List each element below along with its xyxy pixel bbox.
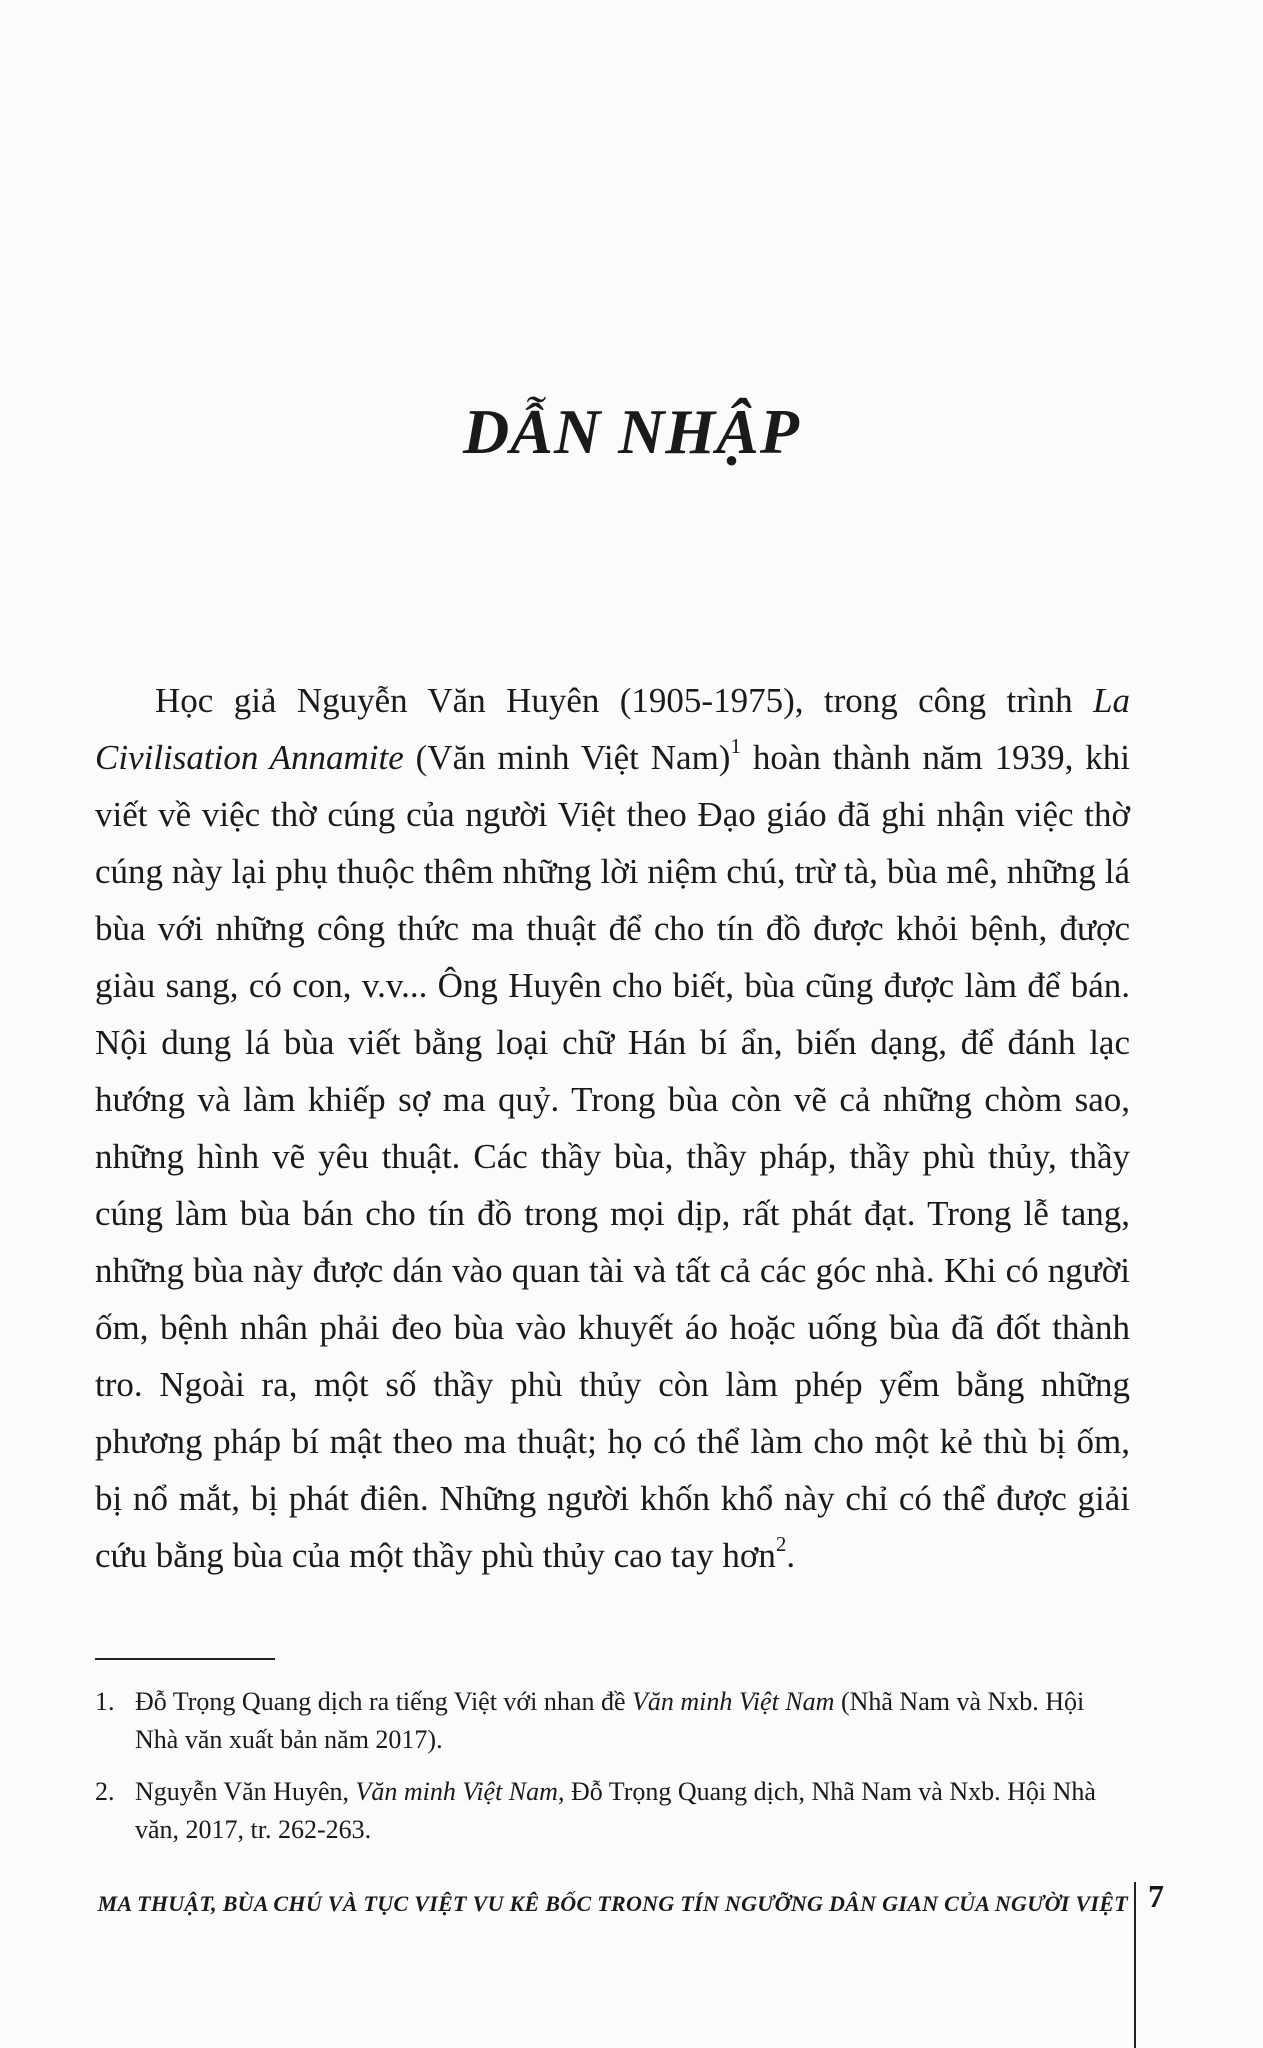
footnote-text-post: , Đỗ Trọng Quang dịch, Nhã Nam và Nxb. Hội Nhà văn, 2017, tr. 262-263. [135, 1777, 1096, 1844]
footnote-text-pre: Đỗ Trọng Quang dịch ra tiếng Việt với nhan đề [135, 1687, 632, 1716]
footnote-number: 1. [95, 1687, 115, 1716]
footnote-2 [95, 1773, 1130, 1849]
paragraph-1 [95, 672, 1130, 1584]
footnote-italic: Văn minh Việt Nam [355, 1777, 558, 1806]
footnote-text-post: (Nhã Nam và Nxb. Hội Nhà văn xuất bản năm 2017). [135, 1687, 1085, 1754]
paragraph-text-1: Học giả Nguyễn Văn Huyên (1905-1975), trong công trình [155, 681, 1094, 720]
footnote-italic: Văn minh Việt Nam [631, 1687, 835, 1716]
margin-rule [1134, 1882, 1136, 2048]
footnote-text [135, 1773, 1130, 1849]
paragraph-text-3: hoàn thành năm 1939, khi viết về việc thờ cúng của người Việt theo Đạo giáo đã ghi nhận việc thờ cúng này lại phụ thuộc thêm những lời niệm chú, trừ tà, bùa mê, những lá bùa với những công thức ma thuật để cho tín đồ được khỏi bệnh, được giàu sang, có con, v.v... Ông Huyên cho biết, bùa cũng được làm để bán. Nội dung lá bùa viết bằng loại chữ Hán bí ẩn, biến dạng, để đánh lạc hướng và làm khiếp sợ ma quỷ. Trong bùa còn vẽ cả những chòm sao, những hình vẽ yêu thuật. Các thầy bùa, thầy pháp, thầy phù thủy, thầy cúng làm bùa bán cho tín đồ trong mọi dịp, rất phát đạt. Trong lễ tang, những bùa này được dán vào quan tài và tất cả các góc nhà. Khi có người ốm, bệnh nhân phải đeo bùa vào khuyết áo hoặc uống bùa đã đốt thành tro. Ngoài ra, một số thầy phù thủy còn làm phép yểm bằng những phương pháp bí mật theo ma thuật; họ có thể làm cho một kẻ thù bị ốm, bị nổ mắt, bị phát điên. Những người khốn khổ này chỉ có thể được giải cứu bằng bùa của một thầy phù thủy cao tay hơn [95, 738, 1130, 1575]
footnotes [95, 1683, 1130, 1863]
running-head: MA THUẬT, BÙA CHÚ VÀ TỤC VIỆT VU KÊ BỐC TRONG TÍN NGƯỠNG DÂN GIAN CỦA NGƯỜI VIỆT [97, 1891, 1128, 1916]
paragraph-text-4: . [786, 1536, 796, 1575]
book-title-italic: La Civilisation Annamite [95, 681, 1130, 777]
footnote-text-pre: Nguyễn Văn Huyên, [135, 1777, 356, 1806]
footnote-ref-2: 2 [775, 1532, 787, 1557]
page-number: 7 [1148, 1878, 1164, 1914]
footnote-1 [95, 1683, 1130, 1759]
body-paragraph [95, 672, 1130, 1584]
chapter-title: DẪN NHẬP [463, 396, 800, 467]
footnote-ref-1: 1 [730, 734, 741, 759]
footnote-text [135, 1683, 1130, 1759]
footnote-number: 2. [95, 1777, 115, 1806]
paragraph-text-2: (Văn minh Việt Nam) [403, 738, 731, 777]
footnote-divider [95, 1658, 275, 1660]
